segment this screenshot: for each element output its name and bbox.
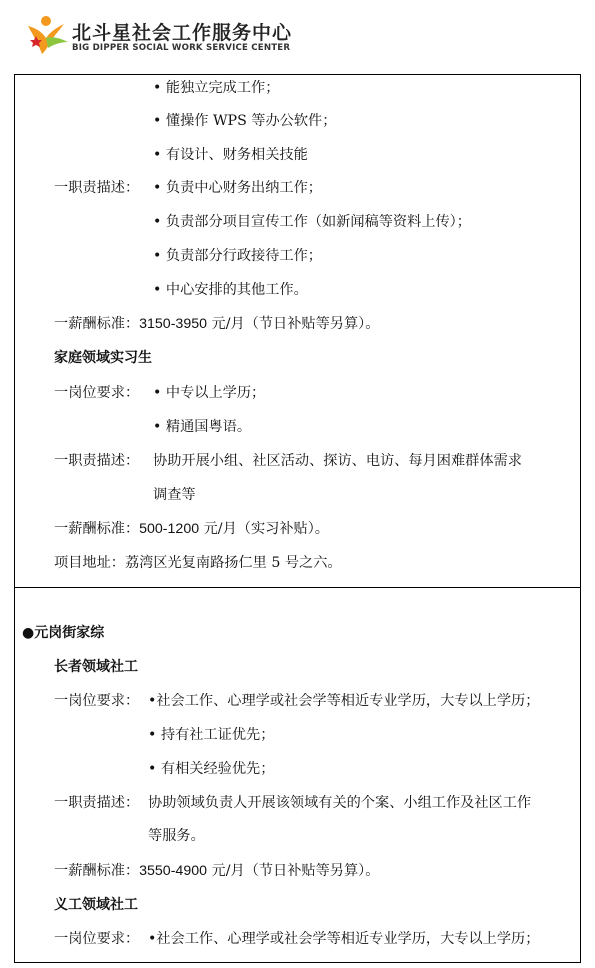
duty-label: 一职责描述： xyxy=(54,453,140,469)
org-name-cn: 北斗星社会工作服务中心 xyxy=(72,22,293,44)
requirement-item: •社会工作、心理学或社会学等相近专业学历，大专以上学历； xyxy=(148,931,540,947)
section-title: ●元岗街家综 xyxy=(22,625,105,641)
salary-label: 一薪酬标准： xyxy=(54,863,140,879)
requirement-label: 一岗位要求： xyxy=(54,693,140,709)
duty-item: • 负责部分行政接待工作； xyxy=(153,248,322,264)
salary-suffix: 元/月（节日补贴等另算）。 xyxy=(207,863,380,879)
duty-label: 一职责描述： xyxy=(54,180,140,196)
salary-suffix: 元/月（节日补贴等另算）。 xyxy=(207,316,380,332)
requirement-item: • 有设计、财务相关技能 xyxy=(153,147,308,163)
duty-item: • 负责部分项目宣传工作（如新闻稿等资料上传）； xyxy=(153,214,471,230)
requirement-item: • 持有社工证优先； xyxy=(148,727,275,743)
project-address: 项目地址：荔湾区光复南路扬仁里 5 号之六。 xyxy=(54,555,342,571)
salary-value: 3150-3950 xyxy=(139,316,207,332)
requirement-item: • 中专以上学历； xyxy=(153,385,266,401)
salary-line xyxy=(54,519,329,539)
salary-label: 一薪酬标准： xyxy=(54,521,140,537)
duty-item: • 负责中心财务出纳工作； xyxy=(153,180,322,196)
duty-text: 协助领域负责人开展该领域有关的个案、小组工作及社区工作 xyxy=(148,795,532,811)
requirement-item: • 懂操作 WPS 等办公软件； xyxy=(153,113,337,129)
requirement-item: • 能独立完成工作； xyxy=(153,80,280,96)
duty-item: • 中心安排的其他工作。 xyxy=(153,282,308,298)
duty-text: 协助开展小组、社区活动、探访、电访、每月困难群体需求 xyxy=(153,453,522,469)
position-title: 家庭领域实习生 xyxy=(54,350,152,366)
salary-suffix: 元/月（实习补贴）。 xyxy=(199,521,329,537)
salary-label: 一薪酬标准： xyxy=(54,316,140,332)
salary-value: 3550-4900 xyxy=(139,863,207,879)
position-title: 义工领域社工 xyxy=(54,897,138,913)
requirement-item: •社会工作、心理学或社会学等相近专业学历，大专以上学历； xyxy=(148,693,540,709)
requirement-label: 一岗位要求： xyxy=(54,931,140,947)
requirement-item: • 精通国粤语。 xyxy=(153,419,252,435)
requirement-item: • 有相关经验优先； xyxy=(148,761,275,777)
page-header xyxy=(0,0,595,74)
duty-text: 调查等 xyxy=(153,487,196,503)
duty-label: 一职责描述： xyxy=(54,795,140,811)
org-logo-icon xyxy=(22,12,70,56)
duty-text: 等服务。 xyxy=(148,828,205,844)
salary-value: 500-1200 xyxy=(139,521,200,537)
position-title: 长者领域社工 xyxy=(54,659,138,675)
salary-line xyxy=(54,314,379,334)
requirement-label: 一岗位要求： xyxy=(54,385,140,401)
salary-line xyxy=(54,861,379,881)
org-name-en: BIG DIPPER SOCIAL WORK SERVICE CENTER xyxy=(72,43,291,53)
